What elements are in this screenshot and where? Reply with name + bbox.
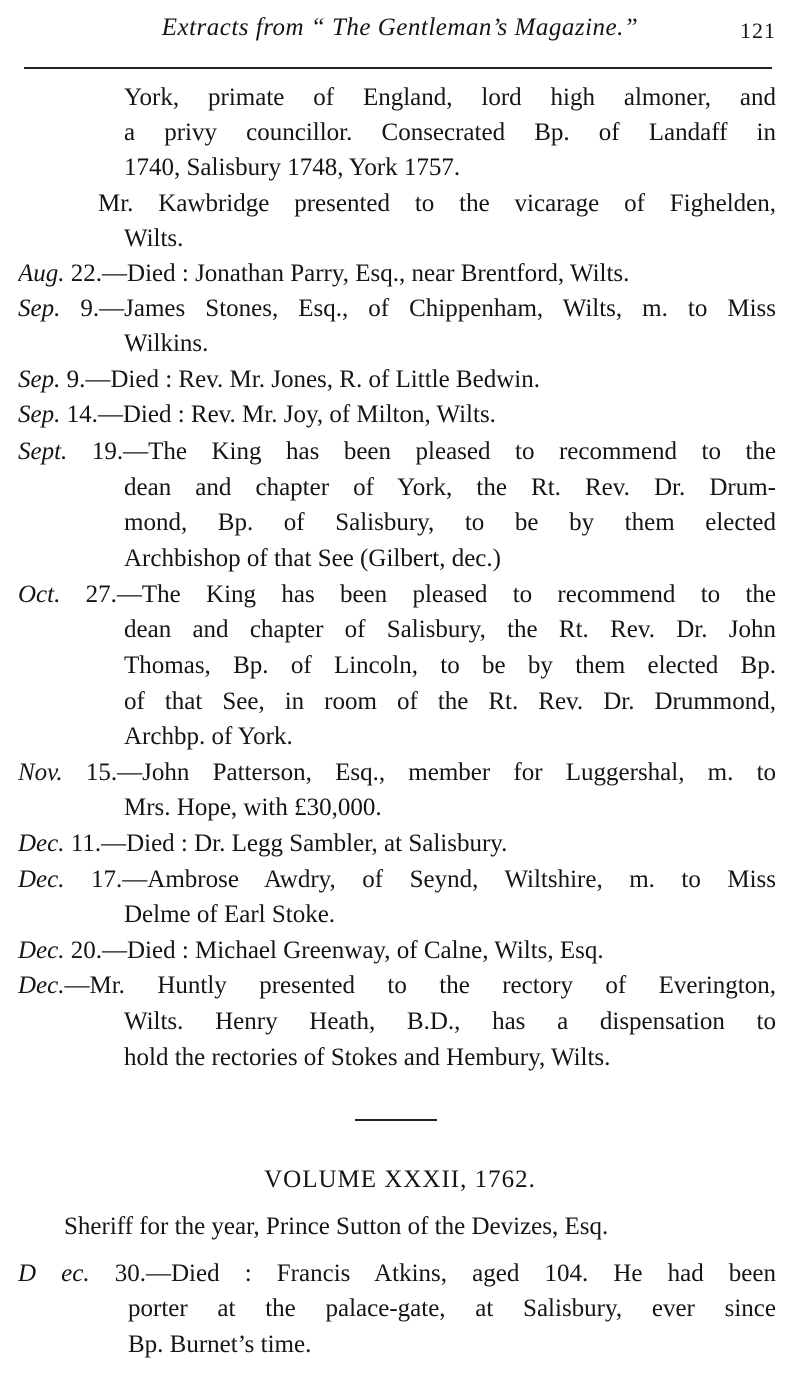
- text-line: York, primate of England, lord high almoner, and: [124, 84, 776, 111]
- text-line: Archbishop of that See (Gilbert, dec.): [124, 545, 501, 572]
- text-line: Wilkins.: [124, 330, 209, 357]
- entry-date: Nov.: [18, 759, 63, 786]
- entry-date: Aug.: [18, 260, 65, 287]
- text-line: Mr. Kawbridge presented to the vicarage of Fighelden,: [98, 190, 776, 217]
- text-line: Wilts. Henry Heath, B.D., has a dispensation to: [124, 1008, 776, 1035]
- text-line: Archbp. of York.: [124, 723, 293, 750]
- entry-date: Dec.: [18, 866, 65, 893]
- text-line: Bp. Burnet’s time.: [128, 1331, 312, 1358]
- running-head: Extracts from “ The Gentleman’s Magazine.”: [161, 14, 639, 41]
- entry-first-line: Sep. 14.—Died : Rev. Mr. Joy, of Milton, Wilts.: [18, 401, 496, 428]
- text-line: a privy councillor. Consecrated Bp. of Landaff in: [124, 119, 776, 146]
- entry-date: Sept.: [18, 438, 68, 465]
- entry-first-line: Sep. 9.—Died : Rev. Mr. Jones, R. of Little Bedwin.: [18, 366, 540, 393]
- entry-date: Dec.: [18, 830, 65, 857]
- text-line: Mrs. Hope, with £30,000.: [124, 794, 382, 821]
- entry-date: D ec.: [18, 1260, 90, 1287]
- entry-date: Oct.: [18, 581, 61, 608]
- entry-first-line: Sept. 19.—The King has been pleased to recommend to the: [18, 438, 776, 465]
- entry-first-line: D ec. 30.—Died : Francis Atkins, aged 104. He had been: [18, 1260, 776, 1287]
- text-line: 1740, Salisbury 1748, York 1757.: [124, 154, 461, 181]
- entry-date: Sep.: [18, 401, 61, 428]
- header-rule: [24, 67, 772, 69]
- text-line: Thomas, Bp. of Lincoln, to be by them elected Bp.: [124, 652, 776, 679]
- text-line: of that See, in room of the Rt. Rev. Dr. Drummond,: [124, 688, 776, 715]
- text-line: dean and chapter of Salisbury, the Rt. Rev. Dr. John: [124, 616, 776, 643]
- text-line: hold the rectories of Stokes and Hembury, Wilts.: [124, 1044, 611, 1071]
- entry-first-line: Dec.—Mr. Huntly presented to the rectory of Everington,: [18, 972, 776, 999]
- text-line: porter at the palace-gate, at Salisbury, ever since: [128, 1295, 776, 1322]
- page-number: 121: [740, 18, 776, 43]
- text-line: Wilts.: [124, 225, 184, 252]
- entry-date: Dec.: [18, 972, 65, 999]
- entry-first-line: Dec. 20.—Died : Michael Greenway, of Calne, Wilts, Esq.: [18, 937, 604, 964]
- text-line: dean and chapter of York, the Rt. Rev. Dr. Drum-: [124, 474, 776, 501]
- text-line: mond, Bp. of Salisbury, to be by them elected: [124, 509, 776, 536]
- entry-date: Dec.: [18, 937, 65, 964]
- text-line: Delme of Earl Stoke.: [124, 901, 336, 928]
- sheriff-line: Sheriff for the year, Prince Sutton of the Devizes, Esq.: [64, 1213, 609, 1240]
- entry-first-line: Dec. 17.—Ambrose Awdry, of Seynd, Wiltshire, m. to Miss: [18, 866, 776, 893]
- entry-date: Sep.: [18, 366, 61, 393]
- entry-first-line: Dec. 11.—Died : Dr. Legg Sambler, at Salisbury.: [18, 830, 508, 857]
- entry-first-line: Aug. 22.—Died : Jonathan Parry, Esq., near Brentford, Wilts.: [18, 260, 630, 287]
- entry-first-line: Oct. 27.—The King has been pleased to recommend to the: [18, 581, 776, 608]
- entry-date: Sep.: [18, 295, 61, 322]
- section-divider: [355, 1119, 437, 1121]
- volume-heading: VOLUME XXXII, 1762.: [264, 1166, 536, 1193]
- entry-first-line: Nov. 15.—John Patterson, Esq., member for Luggershal, m. to: [18, 759, 776, 786]
- entry-first-line: Sep. 9.—James Stones, Esq., of Chippenham, Wilts, m. to Miss: [18, 295, 776, 322]
